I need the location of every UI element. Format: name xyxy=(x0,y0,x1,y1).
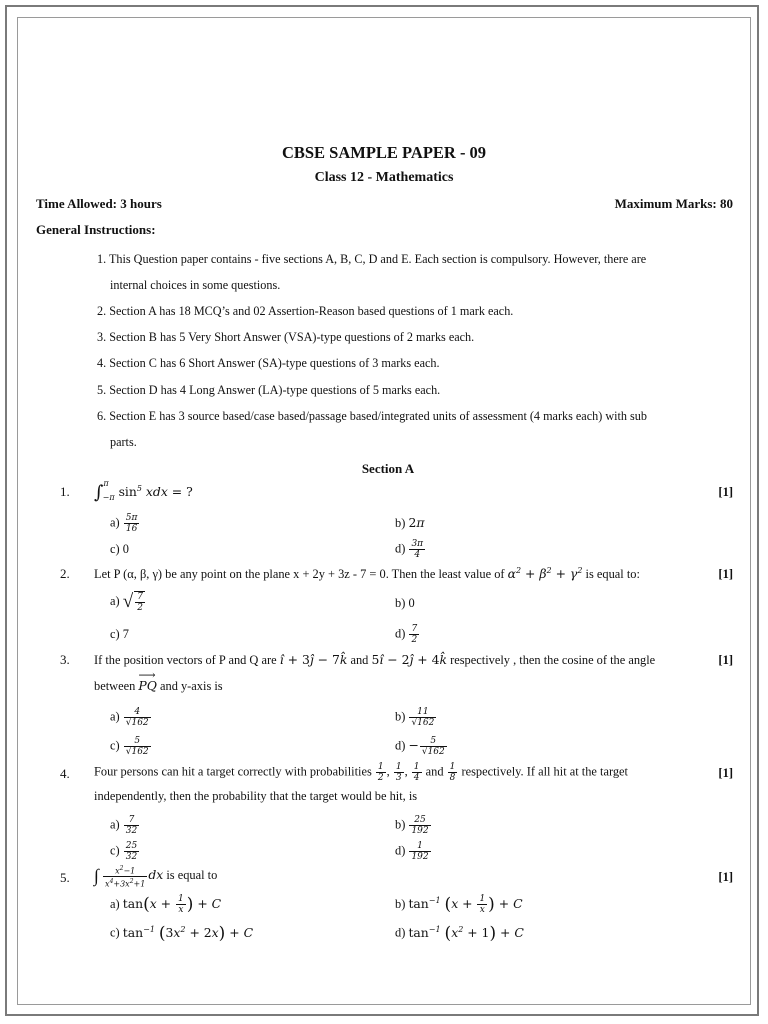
question-marks: [1] xyxy=(718,766,733,780)
question-number: 2. xyxy=(60,566,70,581)
instruction-item: 5. Section D has 4 Long Answer (LA)-type questions of 5 marks each. xyxy=(97,383,441,397)
question-3-text-line2: between PQ ⟶ and y-axis is xyxy=(94,668,223,693)
option-d: d) $\frac{1}{192}$ xyxy=(395,841,429,862)
question-number: 5. xyxy=(60,870,70,885)
option-a: a) $\frac{5\pi}{16}$ xyxy=(110,513,138,534)
instruction-item: 3. Section B has 5 Very Short Answer (VSA)-type questions of 2 marks each. xyxy=(97,330,475,344)
option-b: b) 2π xyxy=(395,515,425,530)
question-marks: [1] xyxy=(718,653,733,667)
question-2-text: Let P (α, β, γ) be any point on the plane x + 2y + 3z - 7 = 0. Then the least value of $\alpha^2 + \beta^2 + \gamma^2$ is equal to: xyxy=(94,566,640,582)
option-c: c) 7 xyxy=(110,627,129,641)
option-b: b) $\frac{25}{192}$ xyxy=(395,815,429,836)
question-marks: [1] xyxy=(718,485,733,499)
question-marks: [1] xyxy=(718,870,733,884)
instructions-heading: General Instructions: xyxy=(36,222,156,237)
option-a: a) $\frac{4}{√162}$ xyxy=(110,707,149,728)
question-3-text: If the position vectors of P and Q are î + 3ĵ − 7k̂ and 5î − 2ĵ + 4k̂ respectively , then the cosine of the angle xyxy=(94,652,656,667)
question-4-text-line2: independently, then the probability that the target would be hit, is xyxy=(94,789,418,803)
question-number: 4. xyxy=(60,766,70,781)
option-d: d) $\frac{7}{2}$ xyxy=(395,624,418,645)
option-d: d) $\frac{3\pi}{4}$ xyxy=(395,539,424,560)
option-a: a) $\frac{7}{32}$ xyxy=(110,815,138,836)
paper-subtitle: Class 12 - Mathematics xyxy=(314,170,454,185)
instruction-item: 1. This Question paper contains - five sections A, B, C, D and E. Each section is compulsory. However, there are xyxy=(97,252,647,266)
option-c: c) 0 xyxy=(110,542,129,556)
question-5-text: ∫ $\frac{x^2-1}{x^4+3x^2+1}$ dx is equal to xyxy=(94,865,218,889)
option-b: b) $\tan^{-1} (x$ + $\frac{1}{x}$ ) + C xyxy=(395,894,523,915)
question-number: 1. xyxy=(60,484,70,499)
paper-title: CBSE SAMPLE PAPER - 09 xyxy=(281,143,487,162)
option-c: c) $\frac{5}{√162}$ xyxy=(110,736,149,757)
instruction-item: internal choices in some questions. xyxy=(110,278,281,292)
instruction-item: parts. xyxy=(110,435,137,449)
time-allowed: Time Allowed: 3 hours xyxy=(36,196,162,211)
section-a-heading: Section A xyxy=(361,461,415,476)
option-b: b) $\frac{11}{√162}$ xyxy=(395,707,435,728)
question-1-text: ∫$^\pi_{-\pi}$ $\sin^5$ xdx = ? xyxy=(94,479,193,503)
option-c: c) $\tan^{-1} (3x^2 + 2x) + C$ xyxy=(110,923,254,943)
instruction-item: 6. Section E has 3 source based/case based/passage based/integrated units of assessment (4 marks each) with sub xyxy=(97,409,647,423)
question-marks: [1] xyxy=(718,567,733,581)
option-b: b) 0 xyxy=(395,596,415,610)
option-c: c) $\frac{25}{32}$ xyxy=(110,841,138,862)
question-4-text: Four persons can hit a target correctly with probabilities $\frac{1}{2}$ , $\frac{1}{3}$ , $\frac{1}{4}$ and $\frac{1}{8}$ respectively. If all hit at the target xyxy=(94,762,628,783)
option-a: a) √ $\frac{7}{2}$ xyxy=(110,591,143,613)
instruction-item: 2. Section A has 18 MCQ’s and 02 Assertion-Reason based questions of 1 mark each. xyxy=(97,304,514,318)
option-a: a) tan(x + $\frac{1}{x}$ ) + C xyxy=(110,894,222,915)
instruction-item: 4. Section C has 6 Short Answer (SA)-type questions of 3 marks each. xyxy=(97,356,440,370)
question-number: 3. xyxy=(60,652,70,667)
maximum-marks: Maximum Marks: 80 xyxy=(614,196,733,211)
option-d: d) − $\frac{5}{√162}$ xyxy=(395,736,445,757)
option-d: d) $\tan^{-1} (x^2 + 1) + C$ xyxy=(395,923,524,943)
